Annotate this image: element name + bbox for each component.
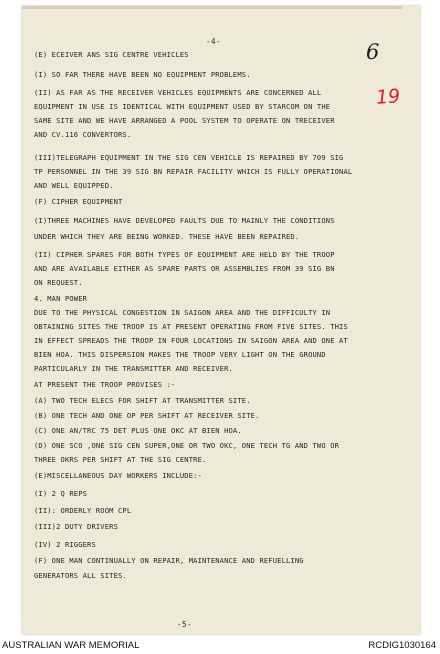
typed-line: (I) 2 Q REPS <box>34 489 88 498</box>
typed-line: IN EFFECT SPREADS THE TROOP IN FOUR LOCATIONS IN SAIGON AREA AND ONE AT <box>34 336 348 345</box>
typed-line: (F) ONE MAN CONTINUALLY ON REPAIR, MAINTENANCE AND REFUELLING <box>34 556 304 565</box>
typed-line: (III)TELEGRAPH EQUIPMENT IN THE SIG CEN VEHICLE IS REPAIRED BY 709 SIG <box>34 153 344 162</box>
typed-line: (E)MISCELLANEOUS DAY WORKERS INCLUDE:- <box>34 471 202 480</box>
typed-line: SAME SITE AND WE HAVE ARRANGED A POOL SYSTEM TO OPERATE ON TRECEIVER <box>34 116 335 125</box>
typed-line: AND CV.116 CONVERTORS. <box>34 130 132 139</box>
typed-line: (D) ONE SCO ,ONE SIG CEN SUPER,ONE OR TWO OKC, ONE TECH TG AND TWO OR <box>34 441 340 450</box>
handwritten-red-number: 19 <box>375 85 401 109</box>
typed-line: (C) ONE AN/TRC 75 DET PLUS ONE OKC AT BIEN HOA. <box>34 426 242 435</box>
document-page <box>22 6 420 634</box>
typed-line: (IV) 2 RIGGERS <box>34 540 96 549</box>
typed-line: (III)2 DUTY DRIVERS <box>34 522 118 531</box>
typed-line: PARTICULARLY IN THE TRANSMITTER AND RECEIVER. <box>34 364 233 373</box>
typed-line: (E) ECEIVER ANS SIG CENTRE VEHICLES <box>34 50 189 59</box>
typed-line: (II) CIPHER SPARES FOR BOTH TYPES OF EQUIPMENT ARE HELD BY THE TROOP <box>34 250 335 259</box>
typed-line: EQUIPMENT IN USE IS IDENTICAL WITH EQUIPMENT USED BY STARCOM ON THE <box>34 102 331 111</box>
typed-line: OBTAINING SITES THE TROOP IS AT PRESENT OPERATING FROM FIVE SITES. THIS <box>34 322 348 331</box>
typed-line: (I) SO FAR THERE HAVE BEEN NO EQUIPMENT PROBLEMS. <box>34 70 251 79</box>
typed-line: AND ARE AVAILABLE EITHER AS SPARE PARTS OR ASSEMBLIES FROM 39 SIG BN <box>34 264 335 273</box>
archive-credit: AUSTRALIAN WAR MEMORIAL <box>2 640 140 651</box>
typed-line: (A) TWO TECH ELECS FOR SHIFT AT TRANSMITTER SITE. <box>34 396 251 405</box>
typed-line: (B) ONE TECH AND ONE OP PER SHIFT AT RECEIVER SITE. <box>34 411 260 420</box>
typed-line: 4. MAN POWER <box>34 294 88 303</box>
typed-line: THREE OKRS PER SHIFT AT THE SIG CENTRE. <box>34 455 207 464</box>
typed-line: BIEN HOA. THIS DISPERSION MAKES THE TROOP VERY LIGHT ON THE GROUND <box>34 350 326 359</box>
page-number-bottom: -5- <box>177 620 193 629</box>
typed-line: TP PERSONNEL IN THE 39 SIG BN REPAIR FACILITY WHICH IS FULLY OPERATIONAL <box>34 167 353 176</box>
typed-line: DUE TO THE PHYSICAL CONGESTION IN SAIGON AREA AND THE DIFFICULTY IN <box>34 308 331 317</box>
typed-line: ON REQUEST. <box>34 278 83 287</box>
typed-line: UNDER WHICH THEY ARE BEING WORKED. THESE HAVE BEEN REPAIRED. <box>34 232 300 241</box>
typed-line: (I)THREE MACHINES HAVE DEVELOPED FAULTS DUE TO MAINLY THE CONDITIONS <box>34 216 335 225</box>
page-number-top: -4- <box>206 37 222 46</box>
typed-line: AND WELL EQUIPPED. <box>34 181 114 190</box>
page-edge-tab <box>22 6 402 9</box>
typed-line: (F) CIPHER EQUIPMENT <box>34 197 123 206</box>
typed-line: AT PRESENT THE TROOP PROVISES :- <box>34 380 176 389</box>
typed-line: GENERATORS ALL SITES. <box>34 571 127 580</box>
handwritten-number: 6 <box>366 40 380 64</box>
typed-line: (II) AS FAR AS THE RECEIVER VEHICLES EQUIPMENTS ARE CONCERNED ALL <box>34 88 322 97</box>
archive-id: RCDIG1030164 <box>368 640 436 651</box>
typed-line: (II): ORDERLY ROOM CPL <box>34 506 132 515</box>
